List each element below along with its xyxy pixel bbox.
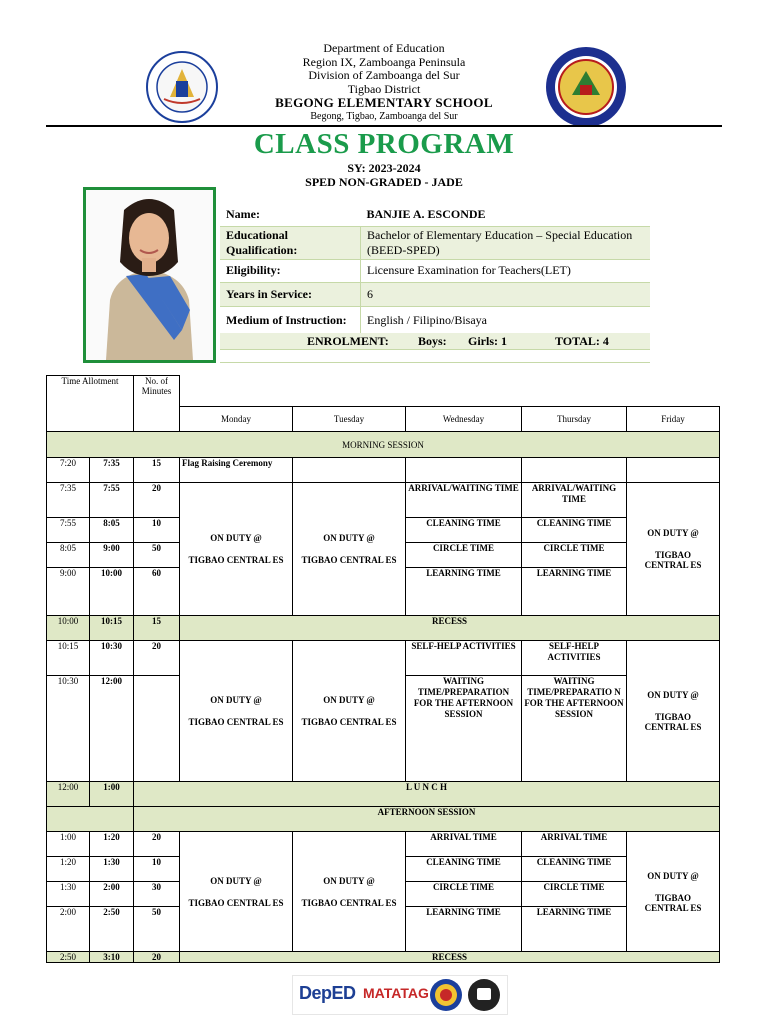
duty-line: ON DUTY @	[323, 875, 375, 886]
activity-cell: ARRIVAL/WAITING TIME	[406, 483, 522, 518]
activity-cell: SELF-HELP ACTIVITIES	[406, 641, 522, 676]
letterhead	[200, 42, 568, 123]
info-label: Eligibility:	[220, 259, 361, 282]
recess-cell: RECESS	[180, 952, 720, 963]
info-row	[220, 282, 650, 306]
monday-pm-duty	[180, 832, 293, 952]
minutes: 15	[134, 616, 180, 641]
time-end: 10:30	[90, 641, 134, 676]
matatag-logo: MATATAG	[363, 985, 429, 1001]
table-row	[47, 832, 720, 857]
friday-pm-duty	[627, 832, 720, 952]
recess-cell: RECESS	[180, 616, 720, 641]
time-start: 12:00	[47, 782, 90, 807]
time-start: 2:50	[47, 952, 90, 963]
session-row	[47, 807, 720, 832]
activity-cell: ARRIVAL TIME	[522, 832, 627, 857]
activity-cell: CIRCLE TIME	[406, 882, 522, 907]
activity-cell: CLEANING TIME	[406, 857, 522, 882]
bagong-pilipinas-icon	[429, 978, 463, 1017]
table-row	[47, 952, 720, 963]
activity-cell: LEARNING TIME	[522, 568, 627, 616]
enrolment-divider	[220, 362, 650, 363]
duty-school: TIGBAO CENTRAL ES	[301, 897, 397, 908]
time-start: 10:00	[47, 616, 90, 641]
duty-school: CENTRAL ES	[644, 560, 702, 570]
enrolment-boys: Boys:	[418, 334, 447, 348]
time-end: 1:30	[90, 857, 134, 882]
time-end: 10:15	[90, 616, 134, 641]
activity-cell: CLEANING TIME	[522, 518, 627, 543]
duty-school: CENTRAL ES	[644, 722, 702, 732]
info-row	[220, 204, 650, 226]
duty-line: ON DUTY @	[323, 533, 375, 543]
info-label: Medium of Instruction:	[220, 306, 361, 335]
time-end: 10:00	[90, 568, 134, 616]
activity-cell: LEARNING TIME	[406, 568, 522, 616]
time-end: 2:50	[90, 907, 134, 952]
table-row	[47, 641, 720, 676]
time-start: 7:35	[47, 483, 90, 518]
activity-cell: CLEANING TIME	[406, 518, 522, 543]
empty-cell	[406, 458, 522, 483]
time-end: 9:00	[90, 543, 134, 568]
header-divider	[46, 125, 722, 127]
activity-cell: CIRCLE TIME	[406, 543, 522, 568]
info-value: English / Filipino/Bisaya	[361, 306, 651, 335]
footer-logos	[292, 975, 508, 1015]
division-line: Division of Zamboanga del Sur	[308, 68, 460, 82]
minutes: 20	[134, 483, 180, 518]
lunch-cell: L U N C H	[134, 782, 720, 807]
table-row	[47, 782, 720, 807]
day-header: Monday	[180, 407, 293, 432]
activity-cell: CIRCLE TIME	[522, 882, 627, 907]
school-name: BEGONG ELEMENTARY SCHOOL	[275, 95, 493, 110]
teacher-photo	[83, 187, 216, 363]
table-row	[47, 616, 720, 641]
school-address: Begong, Tigbao, Zamboanga del Sur	[310, 110, 458, 122]
table-row	[47, 483, 720, 518]
monday-am-duty	[180, 483, 293, 616]
time-start: 10:30	[47, 676, 90, 782]
minutes: 20	[134, 952, 180, 963]
empty-cell	[522, 458, 627, 483]
monday-mid-duty	[180, 641, 293, 782]
blank-header	[180, 376, 720, 407]
time-start: 9:00	[47, 568, 90, 616]
time-end: 1:20	[90, 832, 134, 857]
minutes: 60	[134, 568, 180, 616]
time-end: 2:00	[90, 882, 134, 907]
duty-line: ON DUTY @	[210, 533, 262, 543]
info-value: 6	[361, 282, 651, 306]
duty-line: ON DUTY @	[323, 695, 375, 705]
district-line: Tigbao District	[347, 81, 421, 96]
empty-cell	[293, 458, 406, 483]
friday-mid-duty	[627, 641, 720, 782]
time-end: 8:05	[90, 518, 134, 543]
activity-cell: ARRIVAL/WAITING TIME	[522, 483, 627, 518]
duty-school: TIGBAO CENTRAL ES	[301, 555, 397, 565]
time-end: 12:00	[90, 676, 134, 782]
minutes: 10	[134, 857, 180, 882]
info-value: Licensure Examination for Teachers(LET)	[361, 259, 651, 282]
activity-cell: ARRIVAL TIME	[406, 832, 522, 857]
duty-line: ON DUTY @	[210, 695, 262, 705]
morning-session: MORNING SESSION	[47, 432, 720, 458]
duty-school: TIGBAO CENTRAL ES	[188, 717, 284, 727]
time-start: 10:15	[47, 641, 90, 676]
time-end: 7:35	[90, 458, 134, 483]
info-row	[220, 226, 650, 259]
tuesday-mid-duty	[293, 641, 406, 782]
duty-school: TIGBAO CENTRAL ES	[188, 897, 284, 908]
time-start: 1:30	[47, 882, 90, 907]
table-row	[47, 458, 720, 483]
flag-ceremony: Flag Raising Ceremony	[180, 458, 293, 483]
friday-am-duty	[627, 483, 720, 616]
time-start: 2:00	[47, 907, 90, 952]
activity-cell: LEARNING TIME	[522, 907, 627, 952]
minutes: 20	[134, 832, 180, 857]
region-line: Region IX, Zamboanga Peninsula	[302, 54, 466, 69]
duty-school: TIGBAO CENTRAL ES	[188, 555, 284, 565]
tuesday-pm-duty	[293, 832, 406, 952]
empty-cell	[47, 807, 134, 832]
tuesday-am-duty	[293, 483, 406, 616]
school-year: SY: 2023-2024	[347, 161, 421, 175]
empty-cell	[627, 458, 720, 483]
time-start: 7:55	[47, 518, 90, 543]
afternoon-session: AFTERNOON SESSION	[134, 807, 720, 832]
info-value: Bachelor of Elementary Education – Special Education (BEED-SPED)	[361, 226, 651, 259]
gulong-icon	[467, 978, 501, 1017]
duty-line: ON DUTY @	[647, 528, 699, 538]
day-header: Tuesday	[293, 407, 406, 432]
header-row	[47, 376, 720, 407]
enrolment-total: TOTAL: 4	[555, 334, 609, 348]
time-end: 3:10	[90, 952, 134, 963]
activity-cell: LEARNING TIME	[406, 907, 522, 952]
info-label: Name:	[220, 204, 361, 226]
minutes: 15	[134, 458, 180, 483]
info-value: BANJIE A. ESCONDE	[361, 204, 651, 226]
duty-school: CENTRAL ES	[644, 902, 702, 913]
class-schedule-table	[46, 375, 720, 963]
info-row	[220, 259, 650, 282]
activity-cell: CIRCLE TIME	[522, 543, 627, 568]
time-start: 8:05	[47, 543, 90, 568]
session-row	[47, 432, 720, 458]
minutes-header: No. of Minutes	[134, 376, 180, 432]
time-start: 1:00	[47, 832, 90, 857]
page-title: CLASS PROGRAM	[253, 128, 515, 160]
minutes: 20	[134, 641, 180, 676]
duty-school: TIGBAO CENTRAL ES	[301, 717, 397, 727]
duty-line: ON DUTY @	[647, 870, 699, 881]
activity-cell: SELF-HELP ACTIVITIES	[522, 641, 627, 676]
duty-line: ON DUTY @	[647, 690, 699, 700]
time-end: 1:00	[90, 782, 134, 807]
time-start: 7:20	[47, 458, 90, 483]
deped-logo: DepED	[299, 983, 356, 1003]
minutes: 50	[134, 907, 180, 952]
duty-school: TIGBAO	[655, 550, 692, 560]
enrolment-girls: Girls: 1	[468, 334, 507, 348]
minutes: 10	[134, 518, 180, 543]
teacher-info-table	[220, 204, 650, 336]
info-label: Educational Qualification:	[220, 226, 361, 259]
info-row	[220, 306, 650, 335]
time-start: 1:20	[47, 857, 90, 882]
day-header: Thursday	[522, 407, 627, 432]
time-end: 7:55	[90, 483, 134, 518]
time-allotment-header: Time Allotment	[47, 376, 134, 432]
activity-cell: WAITING TIME/PREPARATIO N FOR THE AFTERNOON SESSION	[522, 676, 627, 782]
info-label: Years in Service:	[220, 282, 361, 306]
day-header: Wednesday	[406, 407, 522, 432]
day-header: Friday	[627, 407, 720, 432]
activity-cell: CLEANING TIME	[522, 857, 627, 882]
minutes	[134, 676, 180, 782]
duty-line: ON DUTY @	[210, 875, 262, 886]
duty-school: TIGBAO	[655, 712, 692, 722]
dept-line: Department of Education	[323, 41, 445, 55]
minutes: 30	[134, 882, 180, 907]
duty-school: TIGBAO	[655, 892, 692, 903]
class-name: SPED NON-GRADED - JADE	[305, 175, 463, 189]
minutes: 50	[134, 543, 180, 568]
activity-cell: WAITING TIME/PREPARATION FOR THE AFTERNOON SESSION	[406, 676, 522, 782]
enrolment-label: ENROLMENT:	[307, 334, 389, 348]
enrolment-row	[220, 333, 650, 350]
